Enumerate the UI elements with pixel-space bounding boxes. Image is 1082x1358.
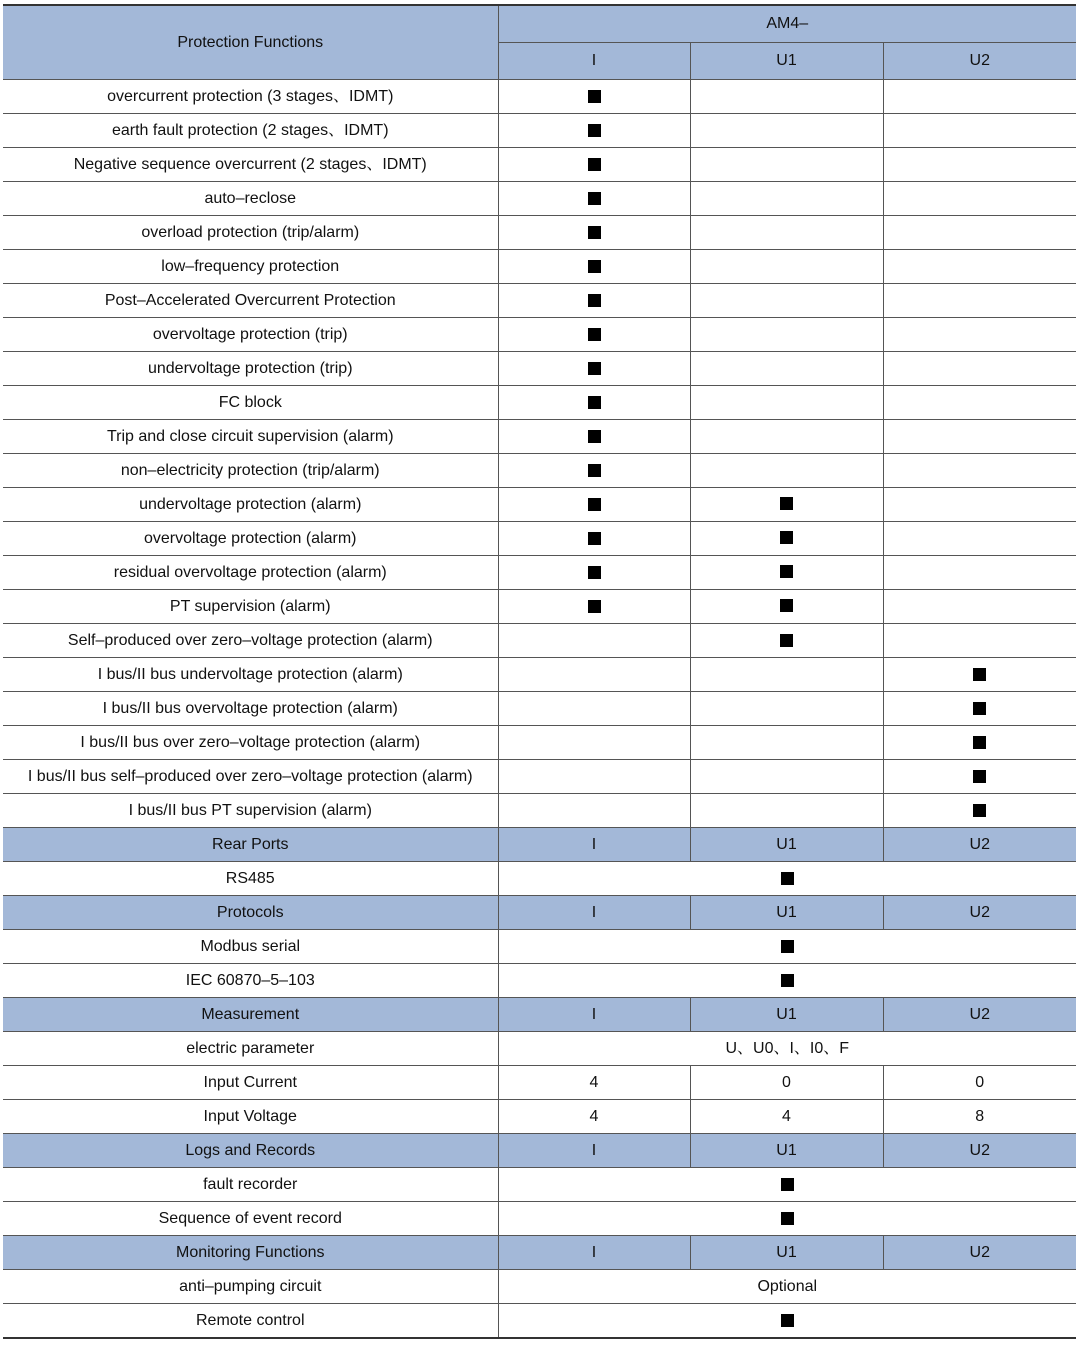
cell-i	[498, 556, 690, 590]
filled-square-icon	[973, 736, 986, 749]
cell-u1	[690, 318, 883, 352]
cell-i	[498, 250, 690, 284]
row-label: I bus/II bus overvoltage protection (alarm)	[3, 692, 498, 726]
cell-i	[498, 148, 690, 182]
filled-square-icon	[973, 804, 986, 817]
header-variant-u1: U1	[690, 43, 883, 80]
spanned-value	[498, 964, 1076, 998]
section-variant: U1	[690, 1134, 883, 1168]
cell-u2	[883, 624, 1076, 658]
row-label: Post–Accelerated Overcurrent Protection	[3, 284, 498, 318]
protocol-row	[3, 964, 1076, 998]
cell-u2: 0	[883, 1066, 1076, 1100]
cell-u1	[690, 726, 883, 760]
filled-square-icon	[588, 362, 601, 375]
header-protection-functions: Protection Functions	[3, 5, 498, 80]
cell-u1: 4	[690, 1100, 883, 1134]
row-label: undervoltage protection (trip)	[3, 352, 498, 386]
cell-i	[498, 794, 690, 828]
cell-u2	[883, 114, 1076, 148]
filled-square-icon	[588, 124, 601, 137]
spec-table-container	[3, 4, 1076, 1339]
row-label: low–frequency protection	[3, 250, 498, 284]
cell-i	[498, 216, 690, 250]
filled-square-icon	[781, 1212, 794, 1225]
filled-square-icon	[780, 531, 793, 544]
cell-u2	[883, 250, 1076, 284]
measurement-row	[3, 1066, 1076, 1100]
protection-row	[3, 284, 1076, 318]
header-variant-u2: U2	[883, 43, 1076, 80]
cell-u1	[690, 556, 883, 590]
row-label: electric parameter	[3, 1032, 498, 1066]
protection-row	[3, 760, 1076, 794]
cell-u1	[690, 760, 883, 794]
cell-u2	[883, 284, 1076, 318]
protection-row	[3, 454, 1076, 488]
row-label: I bus/II bus over zero–voltage protection (alarm)	[3, 726, 498, 760]
section-variant: I	[498, 1134, 690, 1168]
section-header-monitoring-functions	[3, 1236, 1076, 1270]
cell-u2	[883, 760, 1076, 794]
filled-square-icon	[588, 498, 601, 511]
section-title: Monitoring Functions	[3, 1236, 498, 1270]
section-header-logs-and-records	[3, 1134, 1076, 1168]
row-label: I bus/II bus self–produced over zero–voltage protection (alarm)	[3, 760, 498, 794]
protection-row	[3, 624, 1076, 658]
filled-square-icon	[588, 328, 601, 341]
measurement-row	[3, 1032, 1076, 1066]
row-label: I bus/II bus PT supervision (alarm)	[3, 794, 498, 828]
row-label: overvoltage protection (alarm)	[3, 522, 498, 556]
protection-row	[3, 182, 1076, 216]
row-label: PT supervision (alarm)	[3, 590, 498, 624]
log-row	[3, 1202, 1076, 1236]
filled-square-icon	[973, 702, 986, 715]
filled-square-icon	[588, 90, 601, 103]
cell-i	[498, 318, 690, 352]
row-label: IEC 60870–5–103	[3, 964, 498, 998]
cell-i	[498, 114, 690, 148]
table-header-row	[3, 5, 1076, 43]
log-row	[3, 1168, 1076, 1202]
section-header-measurement	[3, 998, 1076, 1032]
filled-square-icon	[781, 974, 794, 987]
section-variant: I	[498, 828, 690, 862]
cell-u1	[690, 216, 883, 250]
cell-u1	[690, 420, 883, 454]
section-variant: U1	[690, 828, 883, 862]
spanned-value: Optional	[498, 1270, 1076, 1304]
cell-u1	[690, 590, 883, 624]
row-label: earth fault protection (2 stages、IDMT)	[3, 114, 498, 148]
row-label: I bus/II bus undervoltage protection (alarm)	[3, 658, 498, 692]
protection-row	[3, 80, 1076, 114]
cell-u1: 0	[690, 1066, 883, 1100]
monitoring-row	[3, 1270, 1076, 1304]
filled-square-icon	[588, 566, 601, 579]
cell-u1	[690, 80, 883, 114]
section-title: Rear Ports	[3, 828, 498, 862]
spanned-value	[498, 930, 1076, 964]
cell-i	[498, 726, 690, 760]
cell-i	[498, 352, 690, 386]
filled-square-icon	[780, 565, 793, 578]
spanned-value	[498, 1168, 1076, 1202]
cell-u1	[690, 658, 883, 692]
protocol-row	[3, 930, 1076, 964]
section-variant: I	[498, 896, 690, 930]
row-label: Negative sequence overcurrent (2 stages、IDMT)	[3, 148, 498, 182]
protection-row	[3, 216, 1076, 250]
row-label: Input Current	[3, 1066, 498, 1100]
cell-i	[498, 658, 690, 692]
cell-u2	[883, 386, 1076, 420]
row-label: auto–reclose	[3, 182, 498, 216]
cell-u1	[690, 352, 883, 386]
protection-row	[3, 420, 1076, 454]
section-variant: I	[498, 998, 690, 1032]
row-label: overvoltage protection (trip)	[3, 318, 498, 352]
cell-u1	[690, 148, 883, 182]
row-label: Trip and close circuit supervision (alarm)	[3, 420, 498, 454]
cell-u2	[883, 692, 1076, 726]
cell-u2	[883, 216, 1076, 250]
cell-u1	[690, 454, 883, 488]
cell-u2	[883, 726, 1076, 760]
row-label: RS485	[3, 862, 498, 896]
cell-i	[498, 624, 690, 658]
cell-u2	[883, 590, 1076, 624]
section-variant: U2	[883, 998, 1076, 1032]
cell-i	[498, 692, 690, 726]
cell-u2	[883, 454, 1076, 488]
filled-square-icon	[973, 770, 986, 783]
cell-u1	[690, 182, 883, 216]
row-label: Modbus serial	[3, 930, 498, 964]
cell-i	[498, 182, 690, 216]
section-title: Protocols	[3, 896, 498, 930]
filled-square-icon	[781, 872, 794, 885]
cell-i	[498, 454, 690, 488]
section-title: Logs and Records	[3, 1134, 498, 1168]
cell-u1	[690, 114, 883, 148]
filled-square-icon	[781, 1178, 794, 1191]
protection-row	[3, 556, 1076, 590]
spanned-value	[498, 1304, 1076, 1339]
cell-u1	[690, 488, 883, 522]
protection-row	[3, 726, 1076, 760]
protection-row	[3, 250, 1076, 284]
rear-port-row	[3, 862, 1076, 896]
protection-row	[3, 352, 1076, 386]
section-header-protocols	[3, 896, 1076, 930]
filled-square-icon	[973, 668, 986, 681]
cell-u2	[883, 148, 1076, 182]
section-variant: U1	[690, 896, 883, 930]
header-variant-i: I	[498, 43, 690, 80]
header-model: AM4–	[498, 5, 1076, 43]
spanned-value: U、U0、I、I0、F	[498, 1032, 1076, 1066]
cell-u2	[883, 182, 1076, 216]
monitoring-row	[3, 1304, 1076, 1339]
cell-u2	[883, 420, 1076, 454]
row-label: overload protection (trip/alarm)	[3, 216, 498, 250]
filled-square-icon	[588, 294, 601, 307]
spanned-value	[498, 1202, 1076, 1236]
cell-u1	[690, 624, 883, 658]
cell-u2	[883, 488, 1076, 522]
section-title: Measurement	[3, 998, 498, 1032]
section-variant: U2	[883, 1236, 1076, 1270]
protection-row	[3, 794, 1076, 828]
cell-u1	[690, 386, 883, 420]
cell-i	[498, 80, 690, 114]
cell-i: 4	[498, 1066, 690, 1100]
filled-square-icon	[781, 1314, 794, 1327]
section-variant: U2	[883, 896, 1076, 930]
filled-square-icon	[588, 192, 601, 205]
cell-u1	[690, 284, 883, 318]
cell-u2	[883, 658, 1076, 692]
filled-square-icon	[588, 226, 601, 239]
cell-u2	[883, 352, 1076, 386]
row-label: Self–produced over zero–voltage protection (alarm)	[3, 624, 498, 658]
filled-square-icon	[588, 158, 601, 171]
row-label: non–electricity protection (trip/alarm)	[3, 454, 498, 488]
row-label: fault recorder	[3, 1168, 498, 1202]
cell-u1	[690, 250, 883, 284]
section-variant: U2	[883, 1134, 1076, 1168]
section-header-rear-ports	[3, 828, 1076, 862]
protection-row	[3, 658, 1076, 692]
cell-i: 4	[498, 1100, 690, 1134]
row-label: anti–pumping circuit	[3, 1270, 498, 1304]
section-variant: U1	[690, 998, 883, 1032]
filled-square-icon	[780, 599, 793, 612]
function-spec-table	[3, 4, 1076, 1339]
cell-u1	[690, 692, 883, 726]
cell-u2	[883, 318, 1076, 352]
protection-row	[3, 148, 1076, 182]
measurement-row	[3, 1100, 1076, 1134]
cell-i	[498, 386, 690, 420]
cell-u1	[690, 794, 883, 828]
row-label: undervoltage protection (alarm)	[3, 488, 498, 522]
section-variant: I	[498, 1236, 690, 1270]
protection-row	[3, 488, 1076, 522]
cell-i	[498, 420, 690, 454]
cell-u2	[883, 556, 1076, 590]
cell-u2	[883, 794, 1076, 828]
row-label: overcurrent protection (3 stages、IDMT)	[3, 80, 498, 114]
spanned-value	[498, 862, 1076, 896]
filled-square-icon	[588, 430, 601, 443]
filled-square-icon	[588, 464, 601, 477]
protection-row	[3, 318, 1076, 352]
filled-square-icon	[781, 940, 794, 953]
filled-square-icon	[588, 396, 601, 409]
row-label: residual overvoltage protection (alarm)	[3, 556, 498, 590]
cell-i	[498, 590, 690, 624]
filled-square-icon	[780, 497, 793, 510]
section-variant: U1	[690, 1236, 883, 1270]
protection-row	[3, 692, 1076, 726]
section-variant: U2	[883, 828, 1076, 862]
row-label: Input Voltage	[3, 1100, 498, 1134]
cell-u2	[883, 522, 1076, 556]
cell-i	[498, 284, 690, 318]
filled-square-icon	[588, 600, 601, 613]
row-label: Sequence of event record	[3, 1202, 498, 1236]
cell-u1	[690, 522, 883, 556]
filled-square-icon	[588, 260, 601, 273]
filled-square-icon	[780, 634, 793, 647]
cell-u2: 8	[883, 1100, 1076, 1134]
cell-i	[498, 522, 690, 556]
row-label: FC block	[3, 386, 498, 420]
protection-row	[3, 114, 1076, 148]
cell-i	[498, 760, 690, 794]
protection-row	[3, 522, 1076, 556]
row-label: Remote control	[3, 1304, 498, 1339]
cell-i	[498, 488, 690, 522]
protection-row	[3, 386, 1076, 420]
protection-row	[3, 590, 1076, 624]
cell-u2	[883, 80, 1076, 114]
filled-square-icon	[588, 532, 601, 545]
